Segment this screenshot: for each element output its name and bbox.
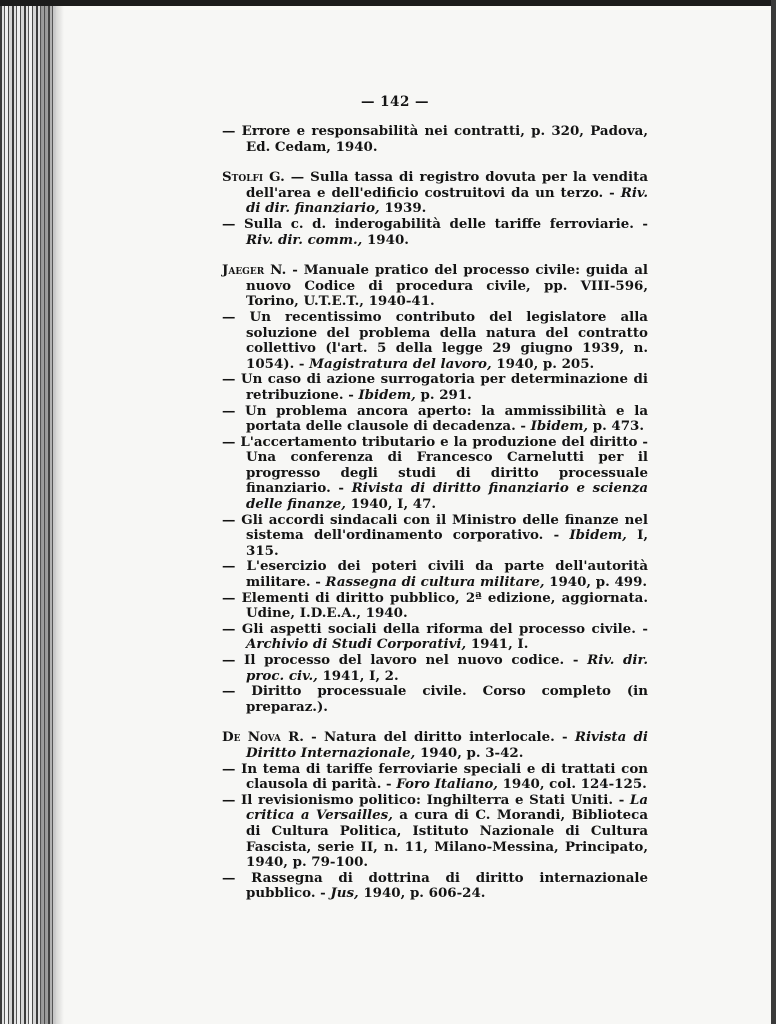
- entry-text: — In tema di tariffe ferroviarie speciali e di trattati con clausola di parità. -: [222, 760, 648, 793]
- bibliography-entry: [222, 169, 648, 217]
- bibliography-entry: [222, 729, 648, 761]
- entry-journal: Ibidem,: [358, 386, 416, 403]
- entry-journal: La critica a Versailles,: [246, 791, 648, 824]
- entry-journal: Ibidem,: [569, 527, 627, 544]
- bibliography-list: [222, 124, 648, 902]
- entry-details: a cura di C. Morandi, Biblioteca di Cultura Politica, Istituto Nazionale di Cultura Fascista, serie II, n. 11, Milano-Messina, Principato, 1940, p. 79-100.: [246, 807, 648, 871]
- bibliography-entry: [222, 652, 648, 684]
- bibliography-entry: [222, 433, 648, 513]
- entry-text: — Sulla tassa di registro dovuta per la vendita dell'area e dell'edificio costruitovi da un terzo. -: [246, 169, 648, 201]
- entry-text: — L'accertamento tributario e la produzione del diritto - Una conferenza di Francesco Carnelutti per il progresso degli studi di diritto processuale finanziario. -: [222, 433, 648, 497]
- entry-text: — Errore e responsabilità nei contratti, p. 320, Padova, Ed. Cedam, 1940.: [222, 123, 648, 155]
- scan-right-edge: [771, 0, 776, 1024]
- entry-details: 1941, I, 2.: [317, 667, 399, 684]
- entry-details: 1940, p. 205.: [491, 355, 595, 372]
- bibliography-entry: [222, 262, 648, 310]
- entry-details: 1940, I, 47.: [345, 496, 437, 513]
- entry-details: 1940, p. 606-24.: [358, 885, 486, 902]
- bibliography-entry: [222, 123, 648, 155]
- entry-text: — Un recentissimo contributo del legislatore alla soluzione del problema della natura del contratto collettivo (l'art. 5 della legge 29 giugno 1939, n. 1054). -: [222, 308, 648, 372]
- entry-journal: Riv. dir. comm.,: [246, 231, 363, 248]
- entry-details: 1940, p. 499.: [544, 574, 648, 591]
- bibliography-entry: [222, 791, 648, 871]
- entry-text: — Sulla c. d. inderogabilità delle tariffe ferroviarie. -: [222, 215, 648, 232]
- entry-details: I, 315.: [246, 527, 649, 559]
- entry-journal: Ibidem,: [530, 418, 589, 435]
- bibliography-entry: [222, 869, 648, 902]
- entry-author: Stolfi G.: [222, 169, 285, 186]
- bibliography-entry: [222, 620, 648, 653]
- scan-top-edge: [0, 0, 776, 6]
- entry-journal: Archivio di Studi Corporativi,: [246, 636, 467, 653]
- entry-journal: Foro Italiano,: [396, 776, 498, 793]
- entry-text: — Il revisionismo politico: Inghilterra e Stati Uniti. -: [222, 791, 630, 808]
- entry-text: — Gli aspetti sociali della riforma del processo civile. -: [222, 620, 648, 637]
- entry-details: 1941, I.: [466, 636, 529, 653]
- entry-journal: Rivista di diritto finanziario e scienza delle finanze,: [246, 480, 648, 513]
- entry-author: De Nova R.: [222, 729, 304, 746]
- entry-text: — Gli accordi sindacali con il Ministro delle finanze nel sistema dell'ordinamento corporativo. -: [222, 511, 648, 544]
- entry-text: - Manuale pratico del processo civile: guida al nuovo Codice di procedura civile, pp. VIII-596, Torino, U.T.E.T., 1940-41.: [246, 262, 648, 310]
- entry-journal: Riv. di dir. finanziario,: [246, 184, 648, 217]
- bibliography-entry: [222, 402, 648, 435]
- bibliography-entry: [222, 760, 648, 793]
- entry-text: — Elementi di diritto pubblico, 2ª edizione, aggiornata. Udine, I.D.E.A., 1940.: [222, 589, 648, 622]
- entry-text: — Il processo del lavoro nel nuovo codice. -: [222, 652, 588, 668]
- bibliography-entry: [222, 371, 648, 403]
- entry-details: 1939.: [379, 200, 427, 217]
- entry-text: — L'esercizio dei poteri civili da parte dell'autorità militare. -: [222, 558, 648, 591]
- entry-details: 1940.: [362, 231, 409, 248]
- entry-author: Jaeger N.: [222, 262, 287, 279]
- bibliography-entry: [222, 511, 649, 560]
- bibliography-entry: [222, 589, 648, 622]
- entry-text: — Diritto processuale civile. Corso completo (in preparaz.).: [222, 683, 648, 715]
- entry-text: - Natura del diritto interlocale. -: [303, 729, 575, 746]
- entry-details: 1940, p. 3-42.: [415, 744, 524, 761]
- entry-text: — Un problema ancora aperto: la ammissibilità e la portata delle clausole di decadenza. -: [222, 402, 648, 435]
- page-number: — 142 —: [360, 94, 430, 110]
- bibliography-entry: [222, 308, 648, 372]
- bibliography-entry: [222, 683, 648, 715]
- entry-text: — Rassegna di dottrina di diritto internazionale pubblico. -: [222, 869, 648, 902]
- entry-details: 1940, col. 124-125.: [497, 776, 647, 793]
- entry-journal: Magistratura del lavoro,: [309, 355, 492, 372]
- entry-journal: Jus,: [330, 885, 359, 902]
- entry-journal: Riv. dir. proc. civ.,: [246, 652, 648, 684]
- entry-text: — Un caso di azione surrogatoria per determinazione di retribuzione. -: [222, 371, 648, 403]
- bibliography-entry: [222, 215, 648, 248]
- entry-journal: Rassegna di cultura militare,: [325, 574, 545, 591]
- entry-details: p. 291.: [415, 386, 472, 403]
- bibliography-entry: [222, 558, 648, 591]
- binding-shadow: [40, 0, 64, 1024]
- entry-details: p. 473.: [588, 418, 645, 435]
- entry-journal: Rivista di Diritto Internazionale,: [246, 729, 648, 761]
